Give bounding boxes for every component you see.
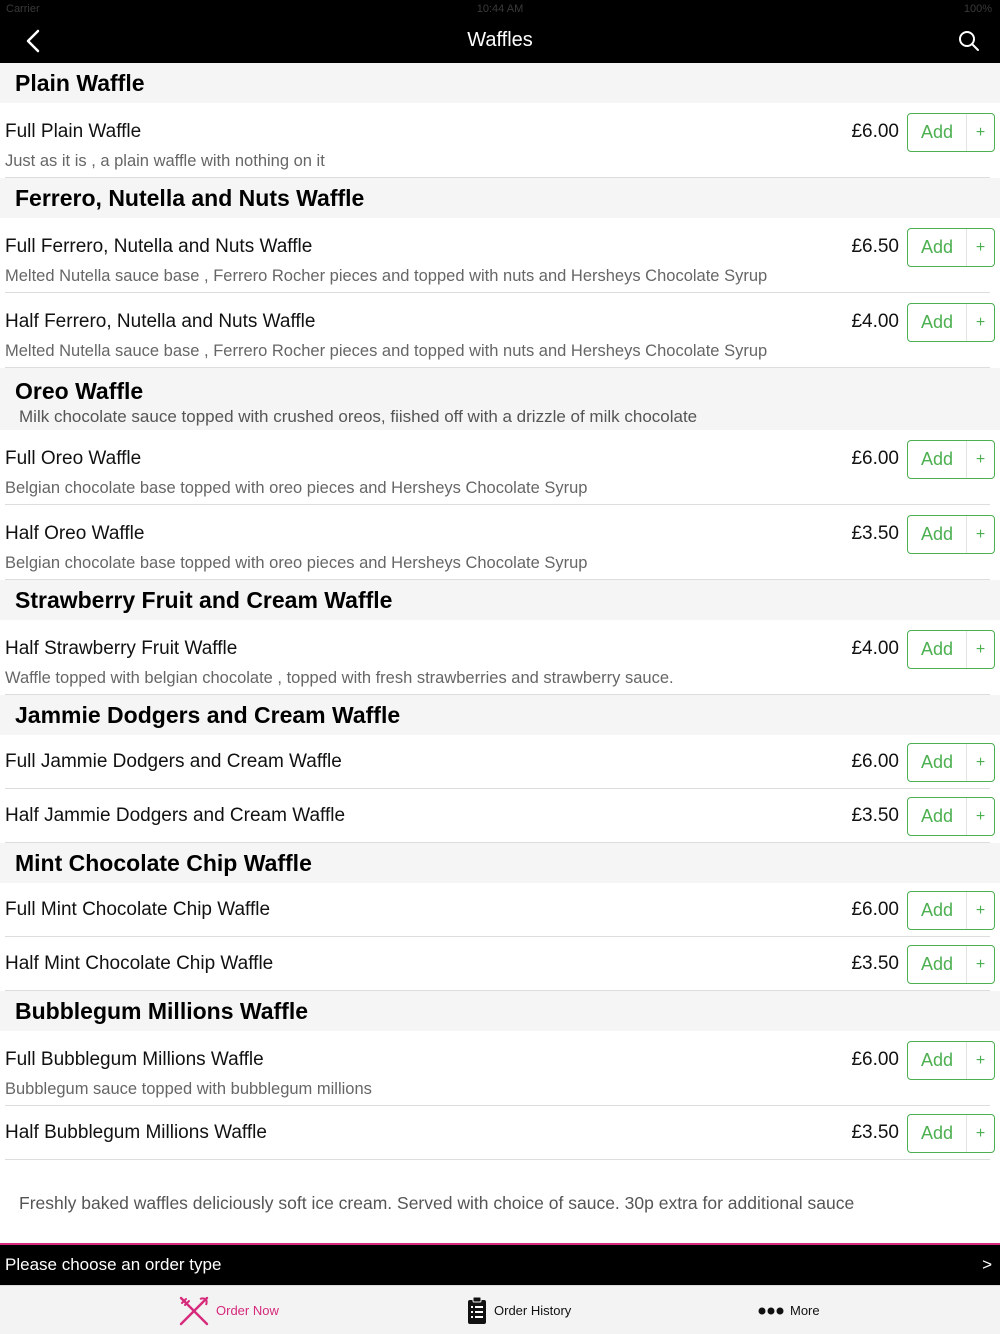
- item-description: Just as it is , a plain waffle with nothing on it: [5, 152, 325, 170]
- row-divider: [5, 367, 990, 368]
- item-name: Half Bubblegum Millions Waffle: [5, 1122, 267, 1143]
- item-price: £3.50: [851, 1122, 899, 1143]
- item-price: £4.00: [851, 311, 899, 332]
- item-name: Half Mint Chocolate Chip Waffle: [5, 953, 274, 974]
- menu-item[interactable]: [0, 883, 1000, 937]
- plus-icon: +: [966, 114, 994, 151]
- footer-note: Freshly baked waffles deliciously soft ice cream. Served with choice of sauce. 30p extra for additional sauce: [19, 1193, 855, 1213]
- tab-order-history[interactable]: [466, 1286, 571, 1334]
- search-button[interactable]: [956, 28, 982, 54]
- row-divider: [5, 842, 990, 843]
- chevron-right-icon: >: [982, 1255, 992, 1274]
- section-header: [0, 178, 1000, 218]
- row-divider: [5, 177, 990, 178]
- item-price: £6.00: [851, 1049, 899, 1070]
- add-button[interactable]: [907, 743, 995, 782]
- item-price: £3.50: [851, 953, 899, 974]
- item-description: Bubblegum sauce topped with bubblegum millions: [5, 1080, 372, 1098]
- order-type-bar[interactable]: [0, 1243, 1000, 1285]
- item-price: £6.50: [851, 236, 899, 257]
- tab-order-history-label: Order History: [494, 1303, 572, 1318]
- fork-knife-icon: [178, 1295, 210, 1327]
- menu-item[interactable]: [0, 620, 1000, 695]
- item-price: £4.00: [851, 638, 899, 659]
- plus-icon: +: [966, 1115, 994, 1152]
- section-title: Strawberry Fruit and Cream Waffle: [15, 586, 393, 613]
- menu-item[interactable]: [0, 1031, 1000, 1106]
- item-name: Full Plain Waffle: [5, 121, 142, 142]
- plus-icon: +: [966, 631, 994, 668]
- status-time: 10:44 AM: [476, 3, 524, 15]
- item-name: Half Oreo Waffle: [5, 523, 145, 544]
- plus-icon: +: [966, 441, 994, 478]
- row-divider: [5, 990, 990, 991]
- section-header: [0, 580, 1000, 620]
- section-title: Plain Waffle: [15, 69, 145, 96]
- section-title: Mint Chocolate Chip Waffle: [15, 849, 312, 876]
- section-header: [0, 63, 1000, 103]
- item-name: Full Oreo Waffle: [5, 448, 142, 469]
- row-divider: [5, 694, 990, 695]
- tab-bar: [0, 1285, 1000, 1334]
- menu-item[interactable]: [0, 937, 1000, 991]
- add-button-label: Add: [920, 806, 954, 826]
- section-header: [0, 991, 1000, 1031]
- add-button-label: Add: [920, 1050, 954, 1070]
- menu-item[interactable]: [0, 293, 1000, 368]
- add-button-label: Add: [920, 900, 954, 920]
- carrier-label: Carrier: [6, 3, 40, 15]
- item-name: Full Jammie Dodgers and Cream Waffle: [5, 751, 342, 772]
- section-title: Jammie Dodgers and Cream Waffle: [15, 701, 401, 728]
- plus-icon: +: [966, 798, 994, 835]
- item-price: £6.00: [851, 751, 899, 772]
- add-button-label: Add: [920, 237, 954, 257]
- menu-item[interactable]: [0, 789, 1000, 843]
- section-header: [0, 695, 1000, 735]
- plus-icon: +: [966, 946, 994, 983]
- item-price: £6.00: [851, 121, 899, 142]
- item-name: Half Ferrero, Nutella and Nuts Waffle: [5, 311, 316, 332]
- search-icon: [956, 28, 982, 54]
- item-description: Waffle topped with belgian chocolate , topped with fresh strawberries and strawberry sauce.: [5, 669, 674, 687]
- item-description: Melted Nutella sauce base , Ferrero Rocher pieces and topped with nuts and Hersheys Chocolate Syrup: [5, 267, 768, 285]
- plus-icon: +: [966, 1042, 994, 1079]
- item-name: Half Strawberry Fruit Waffle: [5, 638, 238, 659]
- battery-label: 100%: [963, 3, 992, 15]
- add-button-label: Add: [920, 1123, 954, 1143]
- plus-icon: +: [966, 304, 994, 341]
- menu-item[interactable]: [0, 103, 1000, 178]
- tab-order-now[interactable]: [178, 1286, 279, 1334]
- row-divider: [5, 1159, 990, 1160]
- item-name: Full Ferrero, Nutella and Nuts Waffle: [5, 236, 313, 257]
- add-button[interactable]: [907, 440, 995, 479]
- tab-order-now-label: Order Now: [216, 1303, 279, 1318]
- add-button[interactable]: [907, 1041, 995, 1080]
- more-dots-icon: [758, 1306, 784, 1316]
- add-button[interactable]: [907, 630, 995, 669]
- menu-item[interactable]: [0, 430, 1000, 505]
- nav-bar: [0, 20, 1000, 63]
- section-title: Ferrero, Nutella and Nuts Waffle: [15, 184, 365, 211]
- tab-more-label: More: [790, 1303, 820, 1318]
- item-description: Belgian chocolate base topped with oreo pieces and Hersheys Chocolate Syrup: [5, 479, 588, 497]
- add-button[interactable]: [907, 303, 995, 342]
- menu-item[interactable]: [0, 505, 1000, 580]
- add-button-label: Add: [920, 954, 954, 974]
- menu-item[interactable]: [0, 1106, 1000, 1160]
- plus-icon: +: [966, 229, 994, 266]
- menu-item[interactable]: [0, 735, 1000, 789]
- item-name: Full Mint Chocolate Chip Waffle: [5, 899, 271, 920]
- add-button[interactable]: [907, 945, 995, 984]
- menu-list[interactable]: [0, 63, 1000, 1243]
- add-button[interactable]: [907, 797, 995, 836]
- item-name: Full Bubblegum Millions Waffle: [5, 1049, 264, 1070]
- page-title: Waffles: [467, 29, 533, 51]
- section-description: Milk chocolate sauce topped with crushed oreos, fiished off with a drizzle of milk chocolate: [19, 407, 698, 426]
- section-header: [0, 368, 1000, 430]
- item-description: Belgian chocolate base topped with oreo pieces and Hersheys Chocolate Syrup: [5, 554, 588, 572]
- add-button-label: Add: [920, 312, 954, 332]
- add-button[interactable]: [907, 515, 995, 554]
- section-title: Oreo Waffle: [15, 378, 144, 404]
- plus-icon: +: [966, 892, 994, 929]
- order-type-label: Please choose an order type: [5, 1255, 222, 1274]
- item-price: £6.00: [851, 448, 899, 469]
- add-button-label: Add: [920, 752, 954, 772]
- status-bar: [0, 0, 1000, 20]
- add-button[interactable]: [907, 1114, 995, 1153]
- plus-icon: +: [966, 744, 994, 781]
- tab-more[interactable]: [758, 1286, 820, 1334]
- item-price: £6.00: [851, 899, 899, 920]
- row-divider: [5, 579, 990, 580]
- item-name: Half Jammie Dodgers and Cream Waffle: [5, 805, 346, 826]
- add-button[interactable]: [907, 228, 995, 267]
- plus-icon: +: [966, 516, 994, 553]
- item-price: £3.50: [851, 523, 899, 544]
- add-button-label: Add: [920, 524, 954, 544]
- add-button-label: Add: [920, 122, 954, 142]
- add-button-label: Add: [920, 449, 954, 469]
- add-button[interactable]: [907, 891, 995, 930]
- section-header: [0, 843, 1000, 883]
- menu-item[interactable]: [0, 218, 1000, 293]
- add-button[interactable]: [907, 113, 995, 152]
- add-button-label: Add: [920, 639, 954, 659]
- item-description: Melted Nutella sauce base , Ferrero Rocher pieces and topped with nuts and Hersheys Chocolate Syrup: [5, 342, 768, 360]
- item-price: £3.50: [851, 805, 899, 826]
- clipboard-icon: [466, 1296, 488, 1326]
- section-title: Bubblegum Millions Waffle: [15, 997, 309, 1024]
